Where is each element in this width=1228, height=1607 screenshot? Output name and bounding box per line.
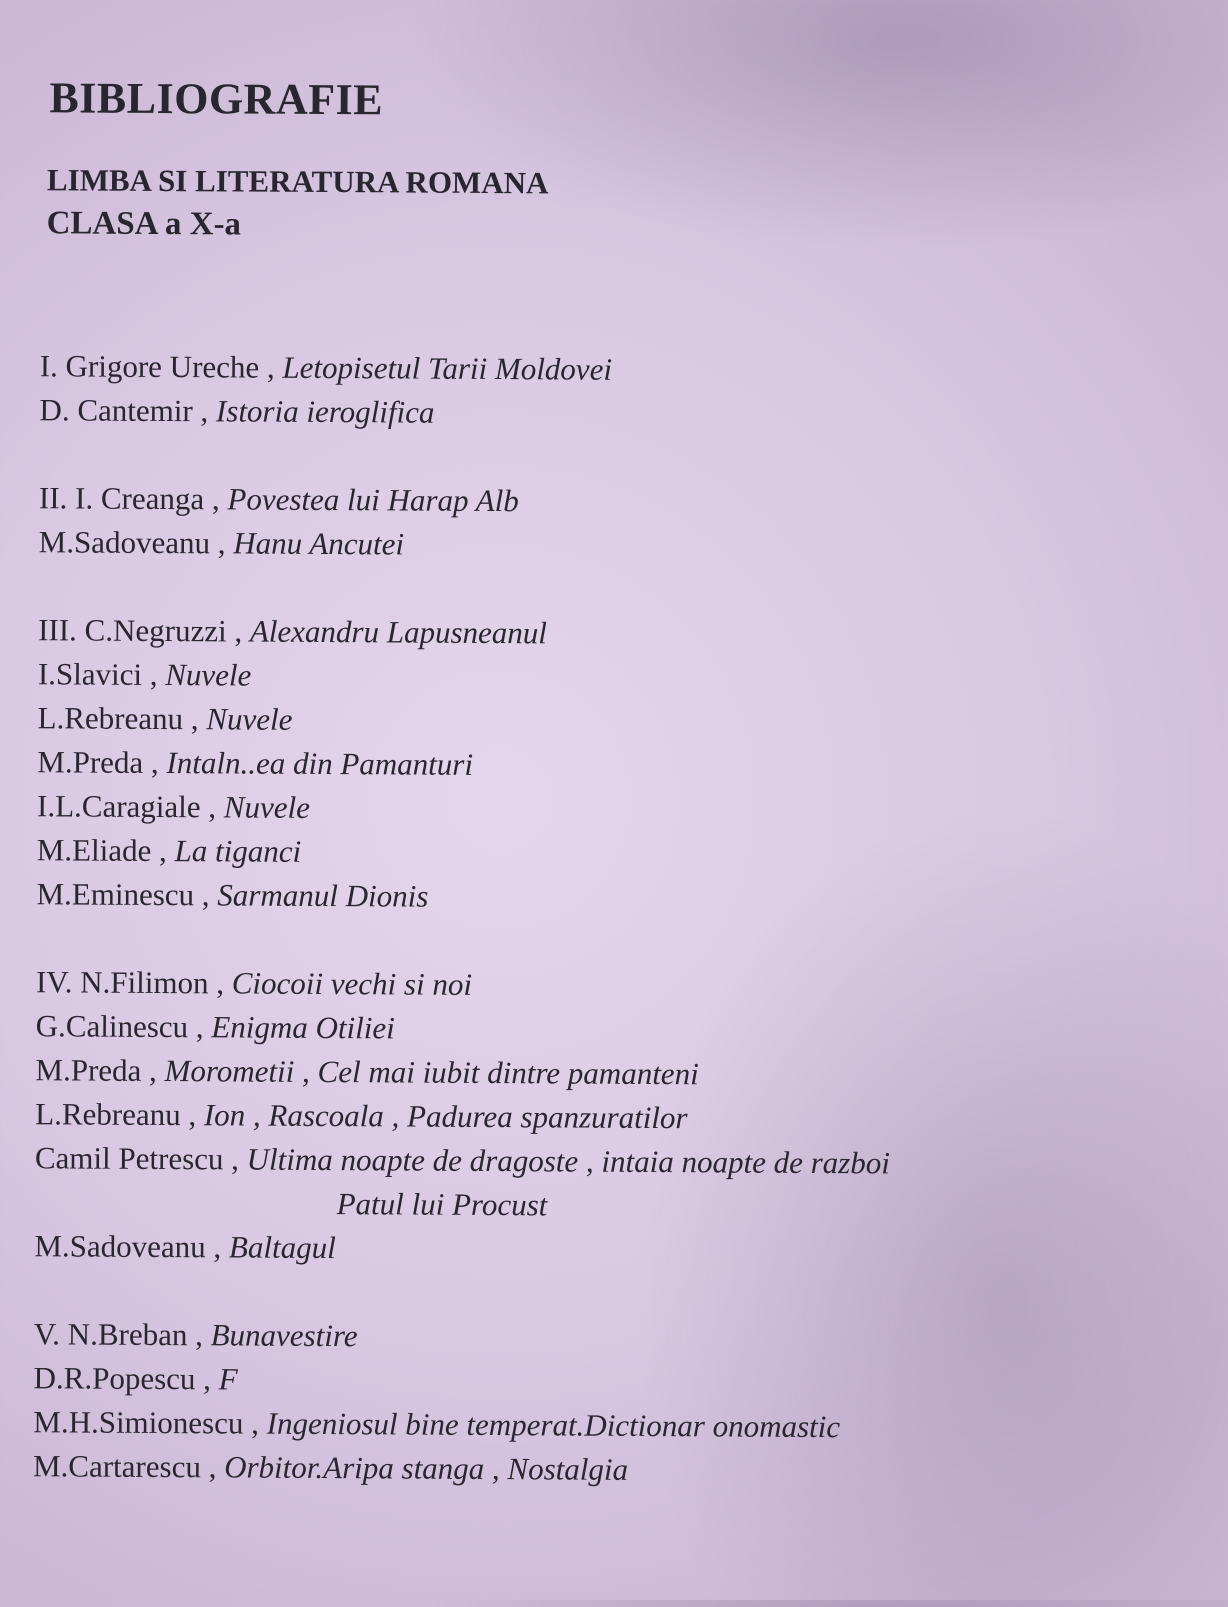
bibliography-entry (34, 1224, 1184, 1275)
bibliography-entry (39, 476, 1189, 527)
entry-author: L.Rebreanu , (35, 1096, 204, 1132)
bibliography-entry (35, 1048, 1185, 1099)
entry-author: M.Eminescu , (36, 876, 217, 912)
bibliography-entry (33, 1400, 1183, 1451)
bibliography-entry (35, 1136, 1185, 1187)
subject-heading: LIMBA SI LITERATURA ROMANA (47, 162, 549, 201)
entry-work-title: Nuvele (165, 657, 251, 693)
entry-work-title: Nuvele (206, 701, 292, 737)
bibliography-entry (33, 1444, 1183, 1495)
entry-work-title: Patul lui Procust (337, 1186, 548, 1222)
entry-author: I. Grigore Ureche , (40, 348, 283, 384)
bibliography-entry (35, 1092, 1185, 1143)
page-title: BIBLIOGRAFIE (49, 72, 383, 125)
bibliography-section (33, 1312, 1184, 1495)
entry-work-title: Ultima noapte de dragoste , intaia noapte de razboi (247, 1142, 890, 1181)
bibliography-entry (37, 784, 1187, 835)
entry-author: I.L.Caragiale , (37, 788, 224, 824)
bibliography-entry (39, 520, 1189, 571)
entry-work-title: Istoria ieroglifica (216, 393, 435, 429)
entry-author: Camil Petrescu , (35, 1140, 247, 1176)
entry-work-title: Nuvele (224, 789, 310, 825)
entry-author: M.Cartarescu , (33, 1448, 224, 1484)
entry-work-title: Enigma Otiliei (211, 1009, 395, 1045)
bibliography-entry (38, 608, 1188, 659)
bibliography-entry (36, 872, 1186, 923)
bibliography-entry (35, 1180, 1185, 1231)
bibliography-entry (36, 960, 1186, 1011)
bibliography-entry (38, 652, 1188, 703)
entry-work-title: Ingeniosul bine temperat.Dictionar onomastic (267, 1406, 841, 1445)
bibliography-section (39, 344, 1190, 439)
entry-work-title: Baltagul (229, 1229, 336, 1265)
bibliography-entry (40, 344, 1190, 395)
entry-work-title: Bunavestire (211, 1317, 358, 1353)
bibliography-section (39, 476, 1190, 571)
entry-author: M.Sadoveanu , (39, 524, 234, 560)
grade-heading: CLASA a X-a (47, 205, 242, 243)
entry-work-title: Povestea lui Harap Alb (227, 481, 519, 518)
entry-author: D.R.Popescu , (33, 1360, 218, 1396)
entry-work-title: Sarmanul Dionis (217, 877, 428, 913)
bibliography-entry (37, 828, 1187, 879)
entry-author: M.H.Simionescu , (33, 1404, 267, 1440)
bibliography-entry (37, 696, 1187, 747)
entry-author: M.Preda , (35, 1052, 164, 1088)
bibliography-section (34, 960, 1186, 1275)
entry-work-title: Alexandru Lapusneanul (250, 614, 547, 651)
entry-author: D. Cantemir , (39, 392, 216, 428)
entry-author: G.Calinescu , (36, 1008, 212, 1044)
entry-work-title: Letopisetul Tarii Moldovei (282, 350, 612, 387)
entry-author: M.Preda , (37, 744, 166, 780)
entry-work-title: Orbitor.Aripa stanga , Nostalgia (224, 1449, 628, 1486)
entry-author: L.Rebreanu , (38, 700, 207, 736)
entry-author: M.Eliade , (37, 832, 175, 868)
bibliography-entry (36, 1004, 1186, 1055)
entry-author: III. C.Negruzzi , (38, 612, 250, 648)
bibliography-section (36, 608, 1188, 923)
entry-work-title: F (219, 1361, 238, 1396)
bibliography-entry (37, 740, 1187, 791)
bibliography-entry (33, 1356, 1183, 1407)
bibliography-list (33, 344, 1190, 1539)
entry-work-title: Ion , Rascoala , Padurea spanzuratilor (204, 1097, 688, 1135)
entry-author: V. N.Breban , (34, 1316, 211, 1352)
entry-author: IV. N.Filimon , (36, 964, 232, 1000)
entry-work-title: Intaln..ea din Pamanturi (166, 745, 473, 782)
entry-work-title: Ciocoii vechi si noi (232, 965, 472, 1001)
entry-author: II. I. Creanga , (39, 480, 228, 516)
entry-author: I.Slavici , (38, 656, 166, 692)
entry-work-title: Hanu Ancutei (233, 525, 404, 561)
entry-author: M.Sadoveanu , (34, 1228, 229, 1264)
bibliography-entry (34, 1312, 1184, 1363)
bibliography-entry (39, 388, 1189, 439)
entry-work-title: Morometii , Cel mai iubit dintre pamanteni (165, 1053, 699, 1091)
entry-work-title: La tiganci (174, 833, 301, 869)
